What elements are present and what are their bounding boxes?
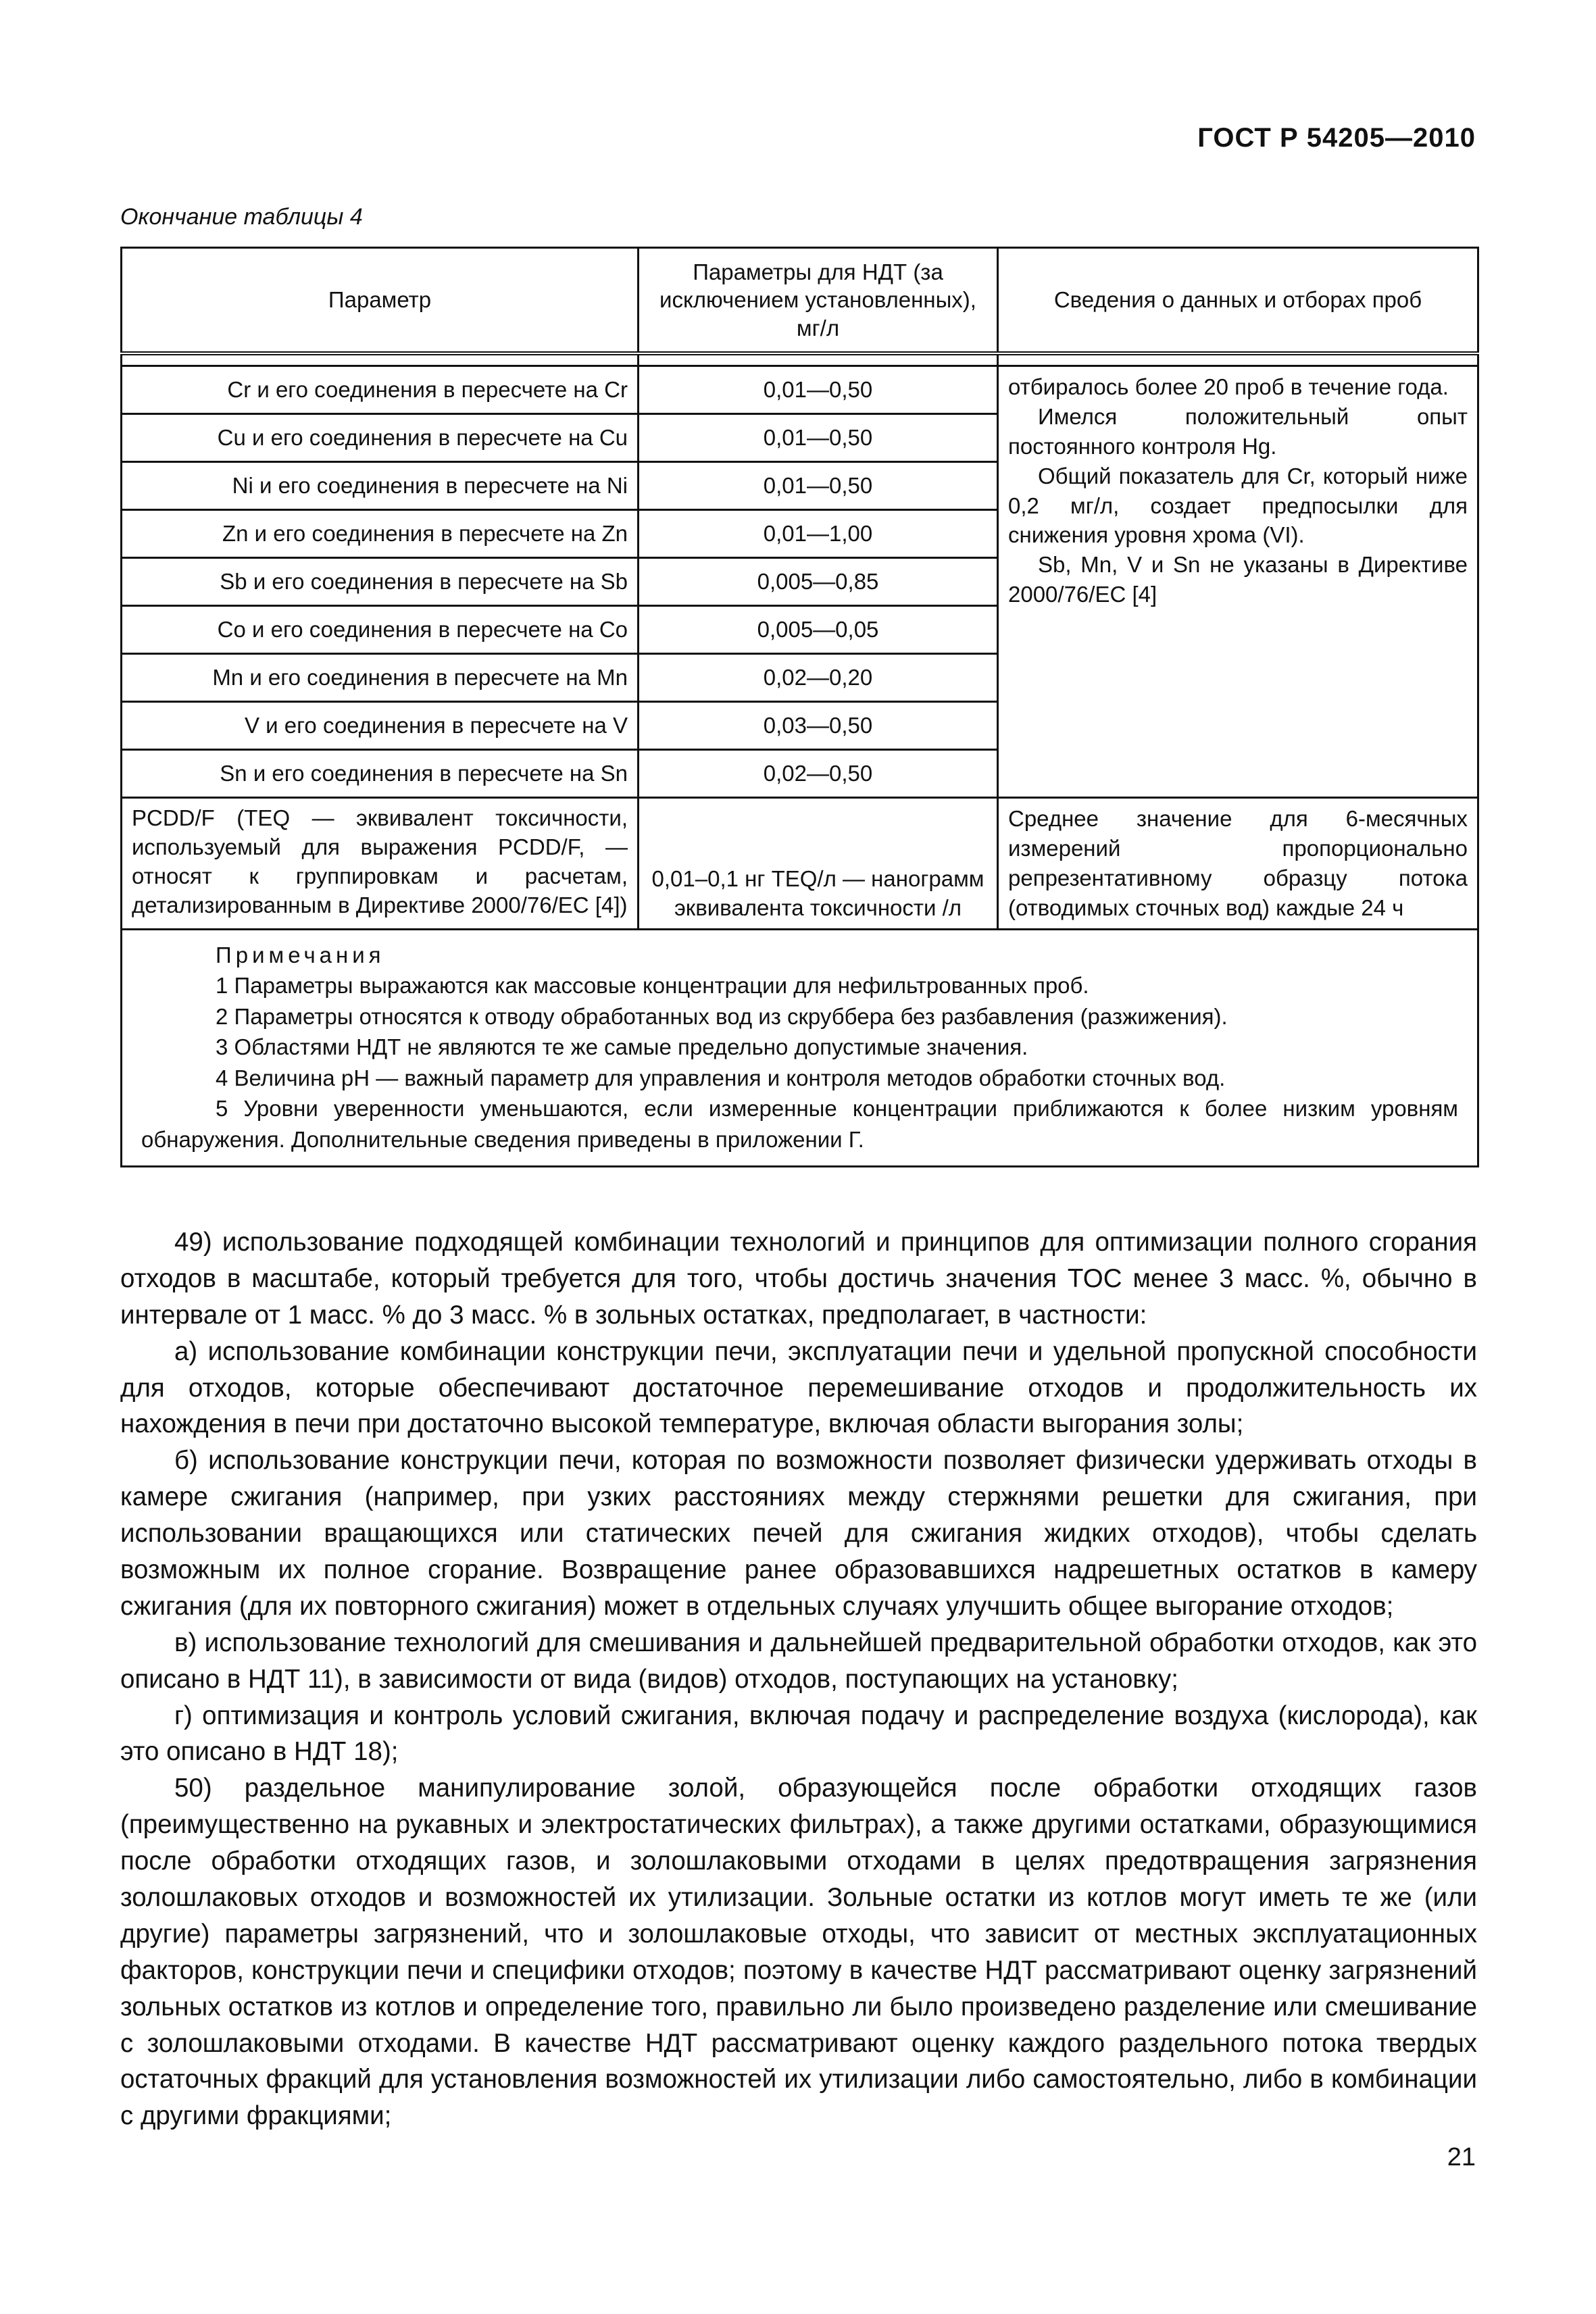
value-cell: 0,005—0,05	[639, 606, 998, 654]
info-paragraph: Общий показатель для Cr, который ниже 0,2 мг/л, создает предпосылки для снижения уровня хрома (VI).	[1008, 463, 1468, 548]
note-item: 4 Величина pH — важный параметр для управления и контроля методов обработки сточных вод.	[216, 1065, 1226, 1090]
sampling-info-cell	[998, 366, 1478, 798]
value-cell: 0,01—0,50	[639, 462, 998, 510]
body-paragraph: а) использование комбинации конструкции печи, эксплуатации печи и удельной пропускной способности для отходов, которые обеспечивают достаточное перемешивание отходов и продолжительность их нахождения в печи при достаточно высокой температуре, включая области выгорания золы;	[120, 1336, 1477, 1439]
parameter-cell: Sb и его соединения в пересчете на Sb	[122, 558, 639, 606]
table-row-pcdd	[122, 798, 1478, 930]
note-item: 5 Уровни уверенности уменьшаются, если измеренные концентрации приближаются к более низким уровням обнаружения. Дополнительные сведения приведены в приложении Г.	[141, 1096, 1458, 1152]
value-cell: 0,02—0,20	[639, 654, 998, 702]
info-paragraph: отбиралось более 20 проб в течение года.	[1008, 374, 1449, 399]
parameter-cell: Sn и его соединения в пересчете на Sn	[122, 750, 639, 798]
parameter-cell: Cr и его соединения в пересчете на Cr	[122, 366, 639, 414]
column-header-bat-values: Параметры для НДТ (за исключением установленных), мг/л	[639, 248, 998, 354]
body-paragraph: 50) раздельное манипулирование золой, образующейся после обработки отходящих газов (преимущественно на рукавных и электростатических фильтрах), а также другими остатками, образующимися после обработки отходящих газов, и золошлаковыми отходами в целях предотвращения загрязнения золошлаковых отходов и возможностей их утилизации. Зольные остатки из котлов могут иметь те же (или другие) параметры загрязнений, что и золошлаковые отходы, что зависит от местных эксплуатационных факторов, конструкции печи и специфики отходов; поэтому в качестве НДТ рассматривают оценку загрязнений зольных остатков из котлов и определение того, правильно ли было произведено разделение или смешивание с золошлаковыми отходами. В качестве НДТ рассматривают оценку каждого раздельного потока твердых остаточных фракций для установления возможностей их утилизации либо самостоятельно, либо в комбинации с другими фракциями;	[120, 1774, 1477, 2131]
column-header-sampling-info: Сведения о данных и отборах проб	[998, 248, 1478, 354]
value-cell: 0,02—0,50	[639, 750, 998, 798]
value-cell: 0,01—1,00	[639, 510, 998, 558]
table-notes-row	[122, 929, 1478, 1167]
document-header: ГОСТ Р 54205—2010	[1197, 123, 1476, 153]
column-header-parameter: Параметр	[122, 248, 639, 354]
table-header-row	[122, 248, 1478, 354]
table-caption: Окончание таблицы 4	[120, 204, 363, 230]
parameter-cell: V и его соединения в пересчете на V	[122, 702, 639, 750]
body-paragraph: 49) использование подходящей комбинации технологий и принципов для оптимизации полного сгорания отходов в масштабе, который требуется для того, чтобы достичь значения TOC менее 3 масс. %, обычно в интервале от 1 масс. % до 3 масс. % в зольных остатках, предполагает, в частности:	[120, 1228, 1477, 1330]
notes-title: Примечания	[216, 942, 385, 967]
body-paragraph: г) оптимизация и контроль условий сжигания, включая подачу и распределение воздуха (кислорода), как это описано в НДТ 18);	[120, 1701, 1477, 1767]
value-cell: 0,01–0,1 нг TEQ/л — нанограмм эквивалента токсичности /л	[639, 798, 998, 930]
note-item: 2 Параметры относятся к отводу обработанных вод из скруббера без разбавления (разжижения).	[216, 1003, 1228, 1029]
body-text	[120, 1224, 1477, 2134]
value-cell: 0,03—0,50	[639, 702, 998, 750]
parameter-cell: Ni и его соединения в пересчете на Ni	[122, 462, 639, 510]
sampling-info-cell: Среднее значение для 6-месячных измерений пропорционально репрезентативному образцу потока (отводимых сточных вод) каждые 24 ч	[998, 798, 1478, 930]
page-number: 21	[1447, 2143, 1476, 2171]
value-cell: 0,005—0,85	[639, 558, 998, 606]
body-paragraph: в) использование технологий для смешивания и дальнейшей предварительной обработки отходов, как это описано в НДТ 11), в зависимости от вида (видов) отходов, поступающих на установку;	[120, 1628, 1477, 1694]
table-row	[122, 366, 1478, 414]
value-cell: 0,01—0,50	[639, 414, 998, 462]
note-item: 3 Областями НДТ не являются те же самые предельно допустимые значения.	[216, 1034, 1028, 1060]
info-paragraph: Sb, Mn, V и Sn не указаны в Директиве 2000/76/ЕС [4]	[1008, 552, 1468, 607]
body-paragraph: б) использование конструкции печи, которая по возможности позволяет физически удерживать отходы в камере сжигания (например, при узких расстояниях между стержнями решетки для сжигания, при использовании вращающихся или статических печей для сжигания жидких отходов), чтобы сделать возможным их полное сгорание. Возвращение ранее образовавшихся надрешетных остатков в камеру сжигания (для их повторного сжигания) может в отдельных случаях улучшить общее выгорание отходов;	[120, 1446, 1477, 1621]
parameter-cell: PCDD/F (TEQ — эквивалент токсичности, используемый для выражения PCDD/F, — относят к группировкам и расчетам, детализированным в Директиве 2000/76/ЕС [4])	[122, 798, 639, 930]
parameters-table	[120, 247, 1479, 1167]
info-paragraph: Имелся положительный опыт постоянного контроля Hg.	[1008, 403, 1468, 459]
value-cell: 0,01—0,50	[639, 366, 998, 414]
header-spacer-row	[122, 353, 1478, 366]
parameter-cell: Co и его соединения в пересчете на Co	[122, 606, 639, 654]
note-item: 1 Параметры выражаются как массовые концентрации для нефильтрованных проб.	[216, 973, 1089, 999]
parameter-cell: Zn и его соединения в пересчете на Zn	[122, 510, 639, 558]
parameter-cell: Cu и его соединения в пересчете на Cu	[122, 414, 639, 462]
parameter-cell: Mn и его соединения в пересчете на Mn	[122, 654, 639, 702]
notes-cell	[122, 929, 1478, 1167]
